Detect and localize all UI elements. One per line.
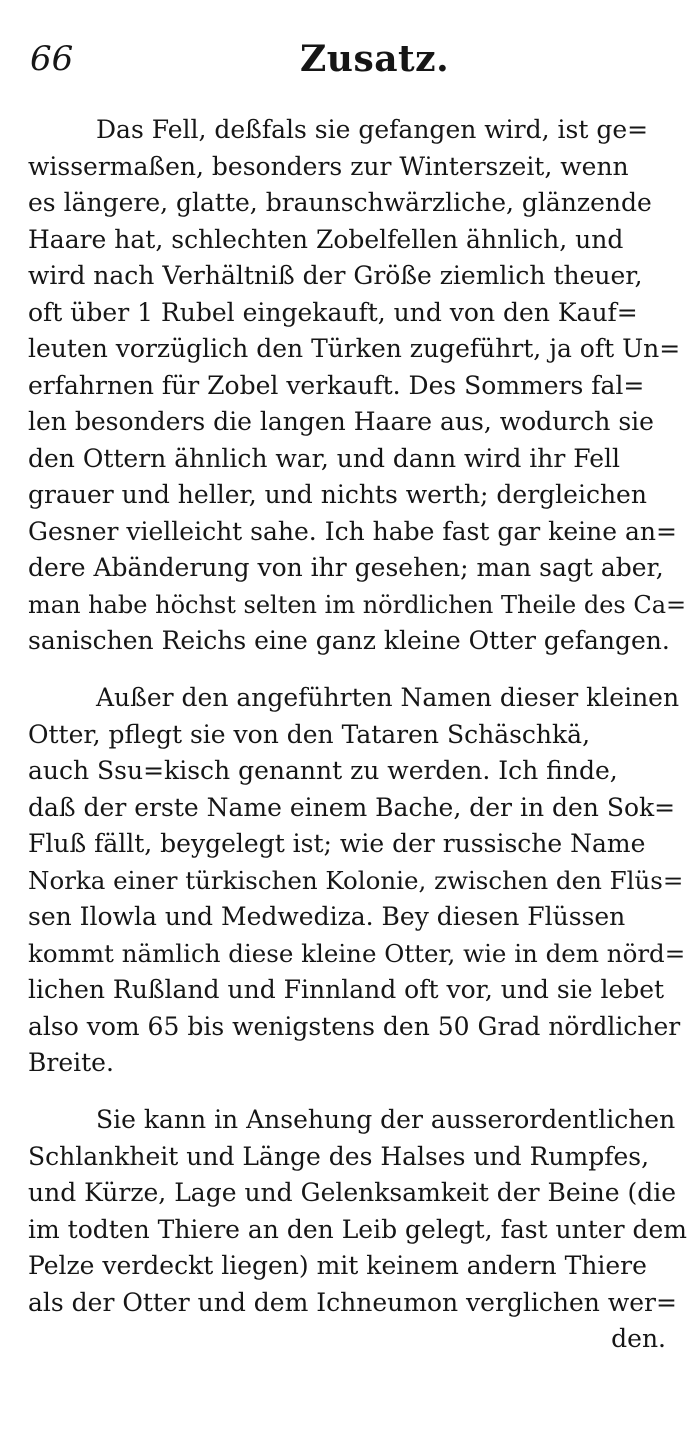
text-line: im todten Thiere an den Leib gelegt, fast unter dem (28, 1214, 687, 1244)
text-line: dere Abänderung von ihr gesehen; man sagt aber, (28, 553, 664, 582)
text-line: daß der erste Name einem Bache, der in den Sok= (28, 792, 676, 822)
text-line: den. (611, 1324, 666, 1353)
text-line: Norka einer türkischen Kolonie, zwischen den Flüs= (28, 865, 684, 895)
text-line: wissermaßen, besonders zur Winterszeit, wenn (28, 151, 629, 181)
text-line: es längere, glatte, braunschwärzliche, glänzende (28, 188, 652, 217)
text-line: oft über 1 Rubel eingekauft, und von den Kauf= (28, 297, 638, 327)
text-line: und Kürze, Lage und Gelenksamkeit der Beine (die (28, 1178, 677, 1207)
text-line: man habe höchst selten im nördlichen Theile des Ca= (28, 590, 687, 619)
text-line: sanischen Reichs eine ganz kleine Otter gefangen. (28, 626, 670, 655)
text-line: als der Otter und dem Ichneumon verglichen wer= (28, 1287, 677, 1317)
text-line: Otter, pflegt sie von den Tataren Schäschkä, (28, 719, 591, 749)
page-number: 66 (30, 39, 74, 79)
text-line: wird nach Verhältniß der Größe ziemlich theuer, (28, 261, 643, 290)
text-line: Haare hat, schlechten Zobelfellen ähnlich, und (28, 224, 624, 254)
text-line: auch Ssu=kisch genannt zu werden. Ich finde, (28, 756, 618, 785)
text-line: kommt nämlich diese kleine Otter, wie in dem nörd= (28, 938, 686, 968)
text-line: Fluß fällt, beygelegt ist; wie der russische Name (28, 829, 646, 858)
text-line: len besonders die langen Haare aus, wodurch sie (28, 407, 654, 436)
text-line: also vom 65 bis wenigstens den 50 Grad nördlicher (28, 1011, 681, 1041)
page-header (30, 34, 670, 84)
text-line: Außer den angeführten Namen dieser kleinen (96, 683, 680, 712)
text-line: sen Ilowla und Medwediza. Bey diesen Flüssen (28, 902, 626, 931)
running-head: Zusatz. (300, 38, 450, 80)
text-line: Pelze verdeckt liegen) mit keinem andern Thiere (28, 1251, 647, 1280)
text-line: den Ottern ähnlich war, und dann wird ihr Fell (28, 443, 621, 473)
text-line: leuten vorzüglich den Türken zugeführt, ja oft Un= (28, 334, 681, 363)
paragraph-1 (28, 112, 688, 660)
text-line: erfahrnen für Zobel verkauft. Des Sommers fal= (28, 370, 645, 400)
text-line: Das Fell, deßfals sie gefangen wird, ist ge= (96, 115, 649, 144)
paragraph-2 (28, 680, 688, 1082)
text-line: Breite. (28, 1048, 114, 1077)
text-line: Schlankheit und Länge des Halses und Rumpfes, (28, 1141, 650, 1171)
text-line: grauer und heller, und nichts werth; dergleichen (28, 480, 647, 509)
paragraph-3 (28, 1102, 688, 1358)
text-line: lichen Rußland und Finnland oft vor, und sie lebet (28, 975, 665, 1004)
text-line: Sie kann in Ansehung der ausserordentlichen (96, 1105, 676, 1134)
text-line: Gesner vielleicht sahe. Ich habe fast gar keine an= (28, 516, 677, 546)
